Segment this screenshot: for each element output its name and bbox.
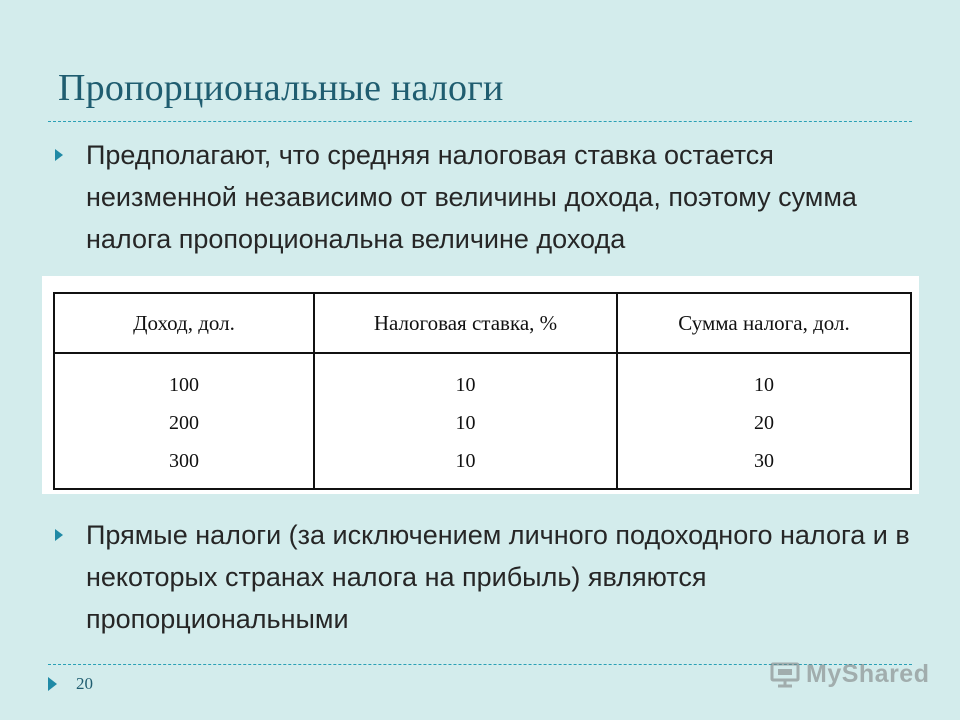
table-row — [54, 442, 911, 489]
watermark — [770, 660, 929, 689]
cell-tax-rate: 10 — [314, 404, 617, 442]
bullet-text: Прямые налоги (за исключением личного подоходного налога и в некоторых странах налога на прибыль) являются пропорциональными — [86, 520, 910, 634]
slide-title: Пропорциональные налоги — [58, 67, 504, 109]
cell-income: 100 — [54, 353, 314, 404]
cell-tax-amount: 20 — [617, 404, 911, 442]
cell-tax-rate: 10 — [314, 442, 617, 489]
page-number: 20 — [76, 674, 93, 693]
bullet-arrow-icon — [55, 529, 63, 541]
title-divider — [48, 121, 912, 122]
cell-tax-amount: 30 — [617, 442, 911, 489]
header-income: Доход, дол. — [54, 293, 314, 353]
bullet-arrow-icon — [55, 149, 63, 161]
cell-tax-amount: 10 — [617, 353, 911, 404]
cell-income: 200 — [54, 404, 314, 442]
tax-table — [53, 292, 912, 490]
cell-tax-rate: 10 — [314, 353, 617, 404]
cell-income: 300 — [54, 442, 314, 489]
tax-table-image — [42, 276, 919, 494]
table-header-row — [54, 293, 911, 353]
header-tax-rate: Налоговая ставка, % — [314, 293, 617, 353]
bullet-text: Предполагают, что средняя налоговая ставка остается неизменной независимо от величины дохода, поэтому сумма налога пропорциональна величине дохода — [86, 140, 857, 254]
header-tax-amount: Сумма налога, дол. — [617, 293, 911, 353]
footer-arrow-icon — [48, 677, 57, 691]
table-row — [54, 353, 911, 404]
watermark-text: MyShared — [806, 660, 930, 688]
table-row — [54, 404, 911, 442]
presentation-board-icon — [770, 662, 800, 688]
